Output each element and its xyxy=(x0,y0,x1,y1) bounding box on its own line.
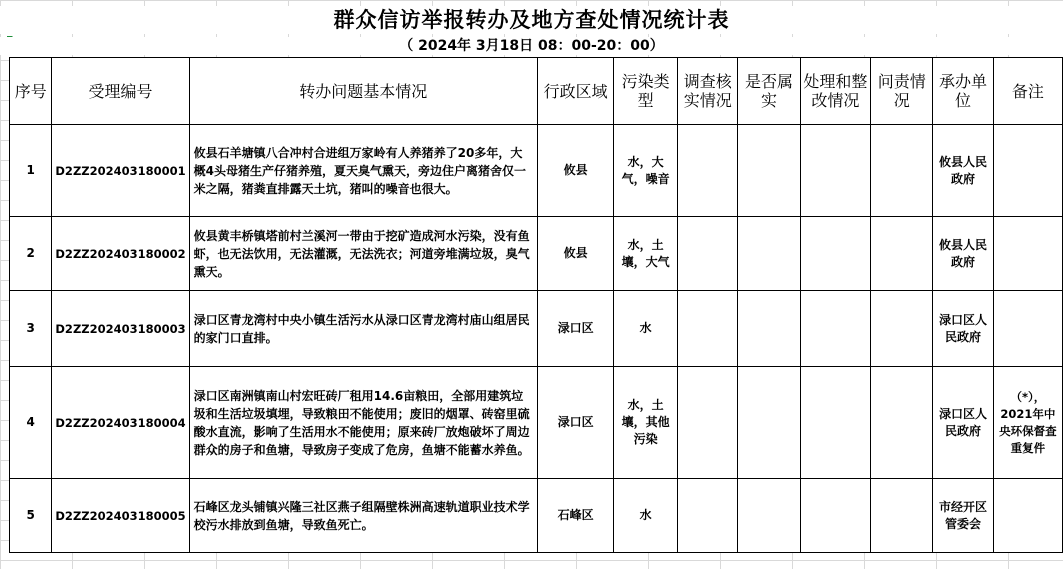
cell-handling[interactable] xyxy=(800,125,871,217)
cell-undertaker[interactable]: 攸县人民政府 xyxy=(933,217,993,291)
table-row xyxy=(10,125,1063,217)
cell-pollution[interactable]: 水，土壤，大气 xyxy=(614,217,678,291)
cell-undertaker[interactable]: 渌口区人民政府 xyxy=(933,367,993,479)
cell-pollution[interactable]: 水 xyxy=(614,479,678,553)
petition-table xyxy=(9,57,1063,553)
table-row xyxy=(10,479,1063,553)
table-row xyxy=(10,291,1063,367)
cell-pollution[interactable]: 水 xyxy=(614,291,678,367)
cell-undertaker[interactable]: 渌口区人民政府 xyxy=(933,291,993,367)
cell-seq[interactable]: 3 xyxy=(10,291,52,367)
cell-remarks[interactable] xyxy=(993,479,1062,553)
header-desc[interactable]: 转办问题基本情况 xyxy=(189,58,537,125)
cell-seq[interactable]: 2 xyxy=(10,217,52,291)
cell-investigation[interactable] xyxy=(678,479,738,553)
cell-desc[interactable]: 渌口区青龙湾村中央小镇生活污水从渌口区青龙湾村庙山组居民的家门口直排。 xyxy=(189,291,537,367)
cell-accountability[interactable] xyxy=(871,217,933,291)
header-remarks[interactable]: 备注 xyxy=(993,58,1062,125)
cell-accountability[interactable] xyxy=(871,125,933,217)
cell-region[interactable]: 石峰区 xyxy=(537,479,613,553)
cell-verified[interactable] xyxy=(738,291,800,367)
cell-handling[interactable] xyxy=(800,217,871,291)
cell-pollution[interactable]: 水，土壤，其他污染 xyxy=(614,367,678,479)
header-undertaker[interactable]: 承办单位 xyxy=(933,58,993,125)
cell-handling[interactable] xyxy=(800,291,871,367)
cell-seq[interactable]: 1 xyxy=(10,125,52,217)
header-seq[interactable]: 序号 xyxy=(10,58,52,125)
cell-region[interactable]: 渌口区 xyxy=(537,367,613,479)
cell-remarks[interactable]: （*），2021年中央环保督查重复件 xyxy=(993,367,1062,479)
cell-investigation[interactable] xyxy=(678,125,738,217)
cell-id[interactable]: D2ZZ202403180005 xyxy=(52,479,189,553)
header-id[interactable]: 受理编号 xyxy=(52,58,189,125)
cell-remarks[interactable] xyxy=(993,217,1062,291)
cell-desc[interactable]: 石峰区龙头铺镇兴隆三社区燕子组隔壁株洲高速轨道职业技术学校污水排放到鱼塘，导致鱼死亡。 xyxy=(189,479,537,553)
cell-verified[interactable] xyxy=(738,479,800,553)
cell-seq[interactable]: 4 xyxy=(10,367,52,479)
cell-accountability[interactable] xyxy=(871,479,933,553)
cell-desc[interactable]: 渌口区南洲镇南山村宏旺砖厂租用14.6亩粮田，全部用建筑垃圾和生活垃圾填埋，导致粮田不能使用；废旧的烟罩、砖窑里硫酸水直流，影响了生活用水不能使用；原来砖厂放炮破坏了周边群众的房子和鱼塘，导致房子变成了危房，鱼塘不能蓄水养鱼。 xyxy=(189,367,537,479)
cell-region[interactable]: 攸县 xyxy=(537,125,613,217)
cell-handling[interactable] xyxy=(800,367,871,479)
table-row xyxy=(10,217,1063,291)
cell-verified[interactable] xyxy=(738,125,800,217)
cell-remarks[interactable] xyxy=(993,125,1062,217)
cell-remarks[interactable] xyxy=(993,291,1062,367)
cell-id[interactable]: D2ZZ202403180001 xyxy=(52,125,189,217)
cell-investigation[interactable] xyxy=(678,367,738,479)
cell-verified[interactable] xyxy=(738,217,800,291)
header-pollution[interactable]: 污染类型 xyxy=(614,58,678,125)
cell-id[interactable]: D2ZZ202403180003 xyxy=(52,291,189,367)
header-accountability[interactable]: 问责情况 xyxy=(871,58,933,125)
cell-id[interactable]: D2ZZ202403180002 xyxy=(52,217,189,291)
cell-region[interactable]: 渌口区 xyxy=(537,291,613,367)
cell-desc[interactable]: 攸县石羊塘镇八合冲村合进组万家岭有人养猪养了20多年，大概4头母猪生产仔猪养殖，夏天臭气熏天，旁边住户离猪舍仅一米之隔，猪粪直排露天土坑，猪叫的噪音也很大。 xyxy=(189,125,537,217)
sheet-title: 群众信访举报转办及地方查处情况统计表 xyxy=(0,6,1063,34)
cell-verified[interactable] xyxy=(738,367,800,479)
cell-accountability[interactable] xyxy=(871,291,933,367)
cell-accountability[interactable] xyxy=(871,367,933,479)
header-investigation[interactable]: 调查核实情况 xyxy=(678,58,738,125)
cell-pollution[interactable]: 水，大气，噪音 xyxy=(614,125,678,217)
cell-desc[interactable]: 攸县黄丰桥镇塔前村兰溪河一带由于挖矿造成河水污染，没有鱼虾，也无法饮用，无法灌溉，无法洗衣；河道旁堆满垃圾，臭气熏天。 xyxy=(189,217,537,291)
report-period: （ 2024年 3月18日 08：00-20：00） xyxy=(0,37,1063,55)
cell-investigation[interactable] xyxy=(678,217,738,291)
table-row xyxy=(10,367,1063,479)
header-handling[interactable]: 处理和整改情况 xyxy=(800,58,871,125)
header-verified[interactable]: 是否属实 xyxy=(738,58,800,125)
cell-id[interactable]: D2ZZ202403180004 xyxy=(52,367,189,479)
cell-handling[interactable] xyxy=(800,479,871,553)
cell-undertaker[interactable]: 攸县人民政府 xyxy=(933,125,993,217)
cell-seq[interactable]: 5 xyxy=(10,479,52,553)
cell-investigation[interactable] xyxy=(678,291,738,367)
header-region[interactable]: 行政区域 xyxy=(537,58,613,125)
cell-region[interactable]: 攸县 xyxy=(537,217,613,291)
cell-undertaker[interactable]: 市经开区管委会 xyxy=(933,479,993,553)
table-header-row xyxy=(10,58,1063,125)
